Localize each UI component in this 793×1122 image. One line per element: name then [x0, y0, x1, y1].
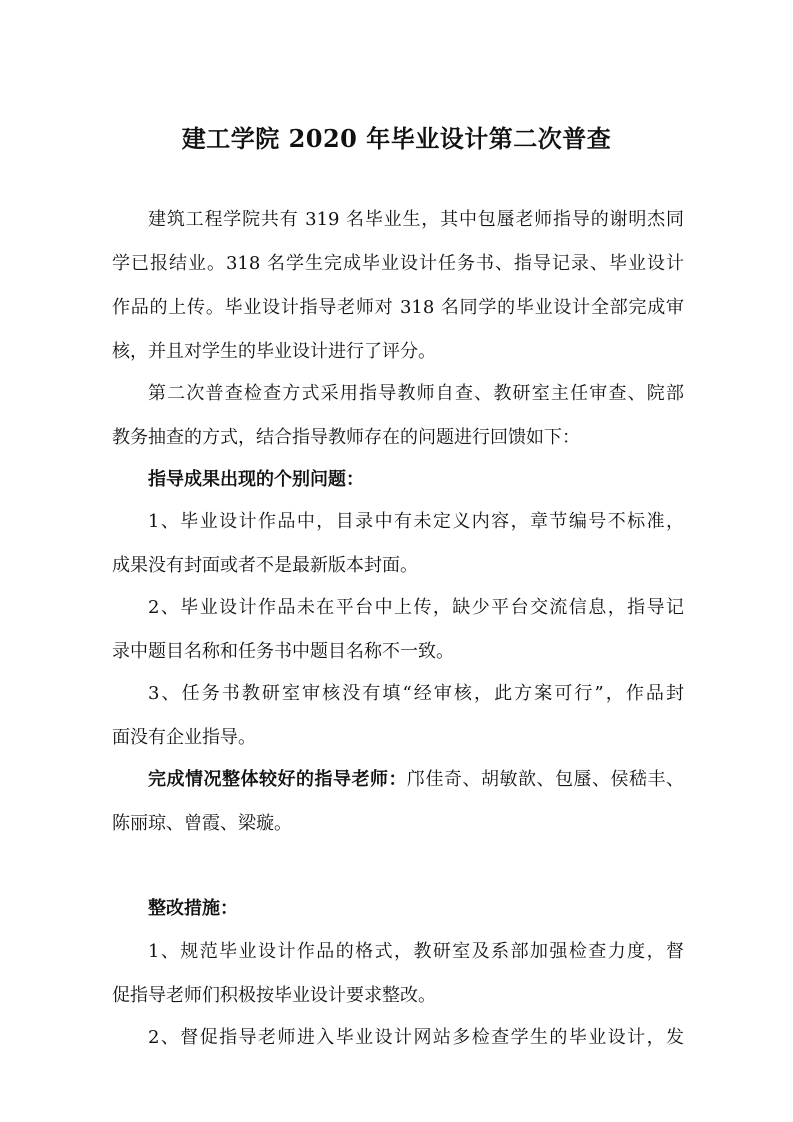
list-item-line: 促指导老师们积极按毕业设计要求整改。	[112, 985, 436, 1006]
list-item-line: 1、规范毕业设计作品的格式，教研室及系部加强检查力度，督	[148, 941, 684, 962]
good-teachers-names-cont: 陈丽琼、曾霞、梁璇。	[112, 813, 292, 834]
good-teachers-label: 完成情况整体较好的指导老师：	[148, 769, 407, 790]
paragraph-line: 学已报结业。318 名学生完成毕业设计任务书、指导记录、毕业设计	[112, 253, 684, 274]
list-item-line: 面没有企业指导。	[112, 727, 256, 748]
list-item-line: 成果没有封面或者不是最新版本封面。	[112, 555, 418, 576]
paragraph-line: 第二次普查检查方式采用指导教师自查、教研室主任审查、院部	[148, 383, 684, 404]
list-item-line: 1、毕业设计作品中，目录中有未定义内容，章节编号不标准，	[148, 511, 684, 532]
good-teachers-line	[148, 766, 684, 794]
paragraph-line: 教务抽查的方式，结合指导教师存在的问题进行回馈如下：	[112, 427, 580, 448]
paragraph-line: 建筑工程学院共有 319 名毕业生，其中包蜃老师指导的谢明杰同	[148, 209, 684, 230]
list-item-line: 2、督促指导老师进入毕业设计网站多检查学生的毕业设计，发	[148, 1027, 684, 1048]
measures-heading: 整改措施：	[148, 898, 238, 919]
list-item-line: 录中题目名称和任务书中题目名称不一致。	[112, 641, 454, 662]
paragraph-line: 核，并且对学生的毕业设计进行了评分。	[112, 341, 436, 362]
list-item-line: 3、任务书教研室审核没有填“经审核，此方案可行”，作品封	[148, 683, 684, 704]
paragraph-line: 作品的上传。毕业设计指导老师对 318 名同学的毕业设计全部完成审	[112, 297, 684, 318]
good-teachers-names: 邝佳奇、胡敏歆、包蜃、侯嵇丰、	[407, 769, 684, 790]
list-item-line: 2、毕业设计作品未在平台中上传，缺少平台交流信息，指导记	[148, 597, 684, 618]
problems-heading: 指导成果出现的个别问题：	[148, 469, 364, 490]
document-title: 建工学院 2020 年毕业设计第二次普查	[181, 124, 612, 153]
